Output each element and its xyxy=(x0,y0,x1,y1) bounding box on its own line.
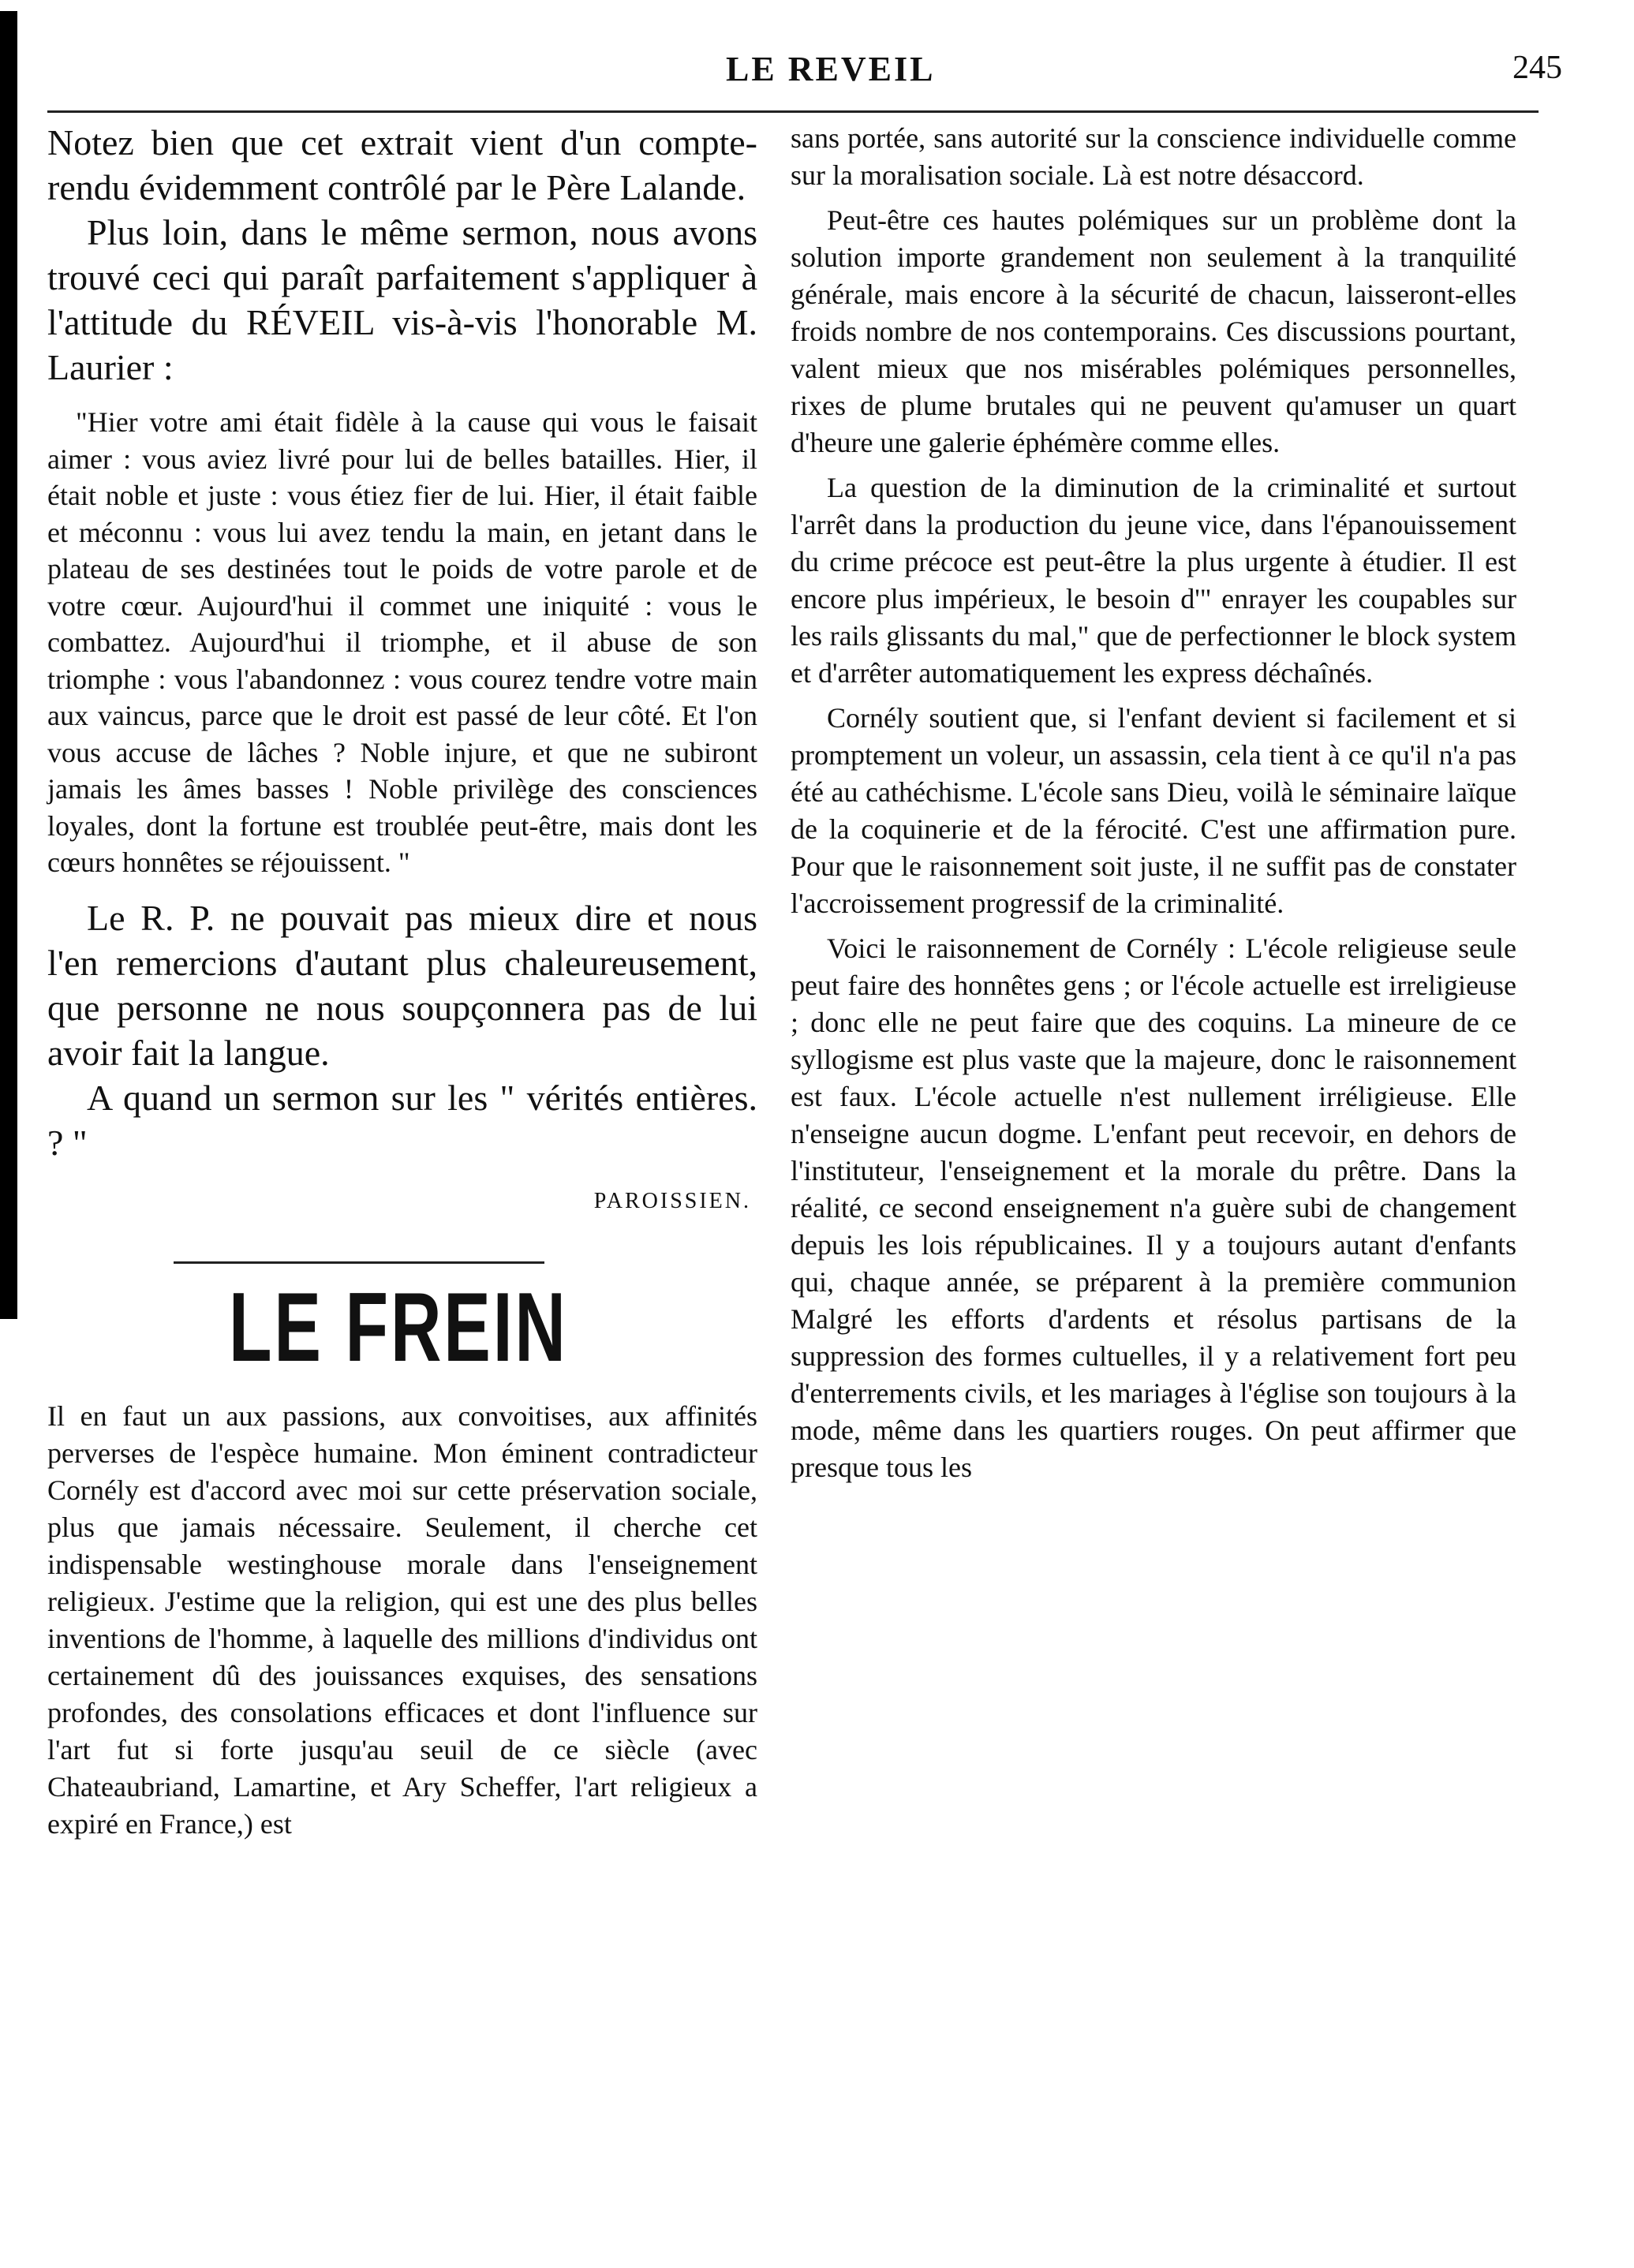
header-rule xyxy=(47,110,1539,113)
paragraph: Le R. P. ne pouvait pas mieux dire et nous l'en remercions d'autant plus chaleureusement, que personne ne nous soupçonnera pas de lui avoir fait la langue. xyxy=(47,897,757,1073)
paragraph: Voici le raisonnement de Cornély : L'école religieuse seule peut faire des honnêtes gens ; or l'école actuelle est irreligieuse ; donc elle ne peut faire que des coquins. La mineure de ce syllogisme est plus vaste que la majeure, donc le raisonnement est faux. L'école actuelle n'est nullement irréligieuse. Elle n'enseigne aucun dogme. L'enfant peut recevoir, en dehors de l'instituteur, l'enseignement et la morale du prêtre. Dans la réalité, ce second enseignement n'a guère subi de changement depuis les lois républicaines. Il y a toujours autant d'enfants qui, chaque année, se préparent à la première communion Malgré les efforts d'ardents et résolus partisans de la suppression des formes cultuelles, il y a relativement fort peu d'enterrements civils, et les mariages à l'église son toujours à la mode, même dans les quartiers rouges. On peut affirmer que presque tous les xyxy=(791,932,1516,1483)
paragraph: Peut-être ces hautes polémiques sur un problème dont la solution importe grandement non seulement à la tranquilité générale, mais encore à la sécurité de chacun, laisseront-elles froids nombre de nos contemporains. Ces discussions pourtant, valent mieux que nos misérables polémiques personnelles, rixes de plume brutales qui ne peuvent qu'amuser un quart d'heure une galerie éphémère comme elles. xyxy=(791,204,1516,458)
page-number: 245 xyxy=(1512,50,1562,86)
paragraph: sans portée, sans autorité sur la conscience individuelle comme sur la moralisation sociale. Là est notre désaccord. xyxy=(791,122,1516,191)
left-column xyxy=(47,120,757,1843)
sermon-quote: "Hier votre ami était fidèle à la cause qui vous le faisait aimer : vous aviez livré pour lui de belles batailles. Hier, il était noble et juste : vous étiez fier de lui. Hier, il était faible et méconnu : vous lui avez tendu la main, en jetant dans le plateau de ses destinées tout le poids de votre parole et de votre cœur. Aujourd'hui il commet une iniquité : vous le combattez. Aujourd'hui il triomphe, et il abuse de son triomphe : vous l'abandonnez : vous courez tendre votre main aux vaincus, parce que le droit est passé de leur côté. Et l'on vous accuse de lâches ? Noble injure, et que ne subiront jamais les âmes basses ! Noble privilège des consciences loyales, dont la fortune est troublée peut-être, mais dont les cœurs honnêtes se réjouissent. " xyxy=(47,406,757,878)
paragraph: La question de la diminution de la criminalité et surtout l'arrêt dans la production du jeune vice, dans l'épanouissement du crime précoce est peut-être la plus urgente à étudier. Il est encore plus impérieux, le besoin d'" enrayer les coupables sur les rails glissants du mal," que de perfectionner le block system et d'arrêter automatiquement les express déchaînés. xyxy=(791,472,1516,689)
paragraph: Notez bien que cet extrait vient d'un compte-rendu évidemment contrôlé par le Père Lalande. xyxy=(47,122,757,207)
paragraph: Cornély soutient que, si l'enfant devient si facilement et si promptement un voleur, un assassin, cela tient à ce qu'il n'a pas été au cathéchisme. L'école sans Dieu, voilà le séminaire laïque de la coquinerie et de la férocité. C'est une affirmation pure. Pour que le raisonnement soit juste, il ne suffit pas de constater l'accroissement progressif de la criminalité. xyxy=(791,702,1516,919)
right-column xyxy=(791,120,1516,1486)
section-title: LE FREIN xyxy=(229,1272,568,1382)
page-header xyxy=(47,49,1562,96)
running-title: LE REVEIL xyxy=(726,50,936,88)
section-rule xyxy=(174,1261,544,1264)
paragraph: Il en faut un aux passions, aux convoitises, aux affinités perverses de l'espèce humaine. Mon éminent contradicteur Cornély est d'accord avec moi sur cette préservation sociale, plus que jamais nécessaire. Seulement, il cherche cet indispensable westinghouse morale dans l'enseignement religieux. J'estime que la religion, qui est une des plus belles inventions de l'homme, à laquelle des millions d'individus ont certainement dû des jouissances exquises, des sensations profondes, des consolations efficaces et dont l'influence sur l'art fut si forte jusqu'au seuil de ce siècle (avec Chateaubriand, Lamartine, et Ary Scheffer, l'art religieux a expiré en France,) est xyxy=(47,1399,757,1840)
page-spine-bar xyxy=(0,11,17,1319)
signature: PAROISSIEN. xyxy=(593,1188,751,1213)
paragraph: A quand un sermon sur les " vérités entières. ? " xyxy=(47,1077,757,1163)
paragraph: Plus loin, dans le même sermon, nous avons trouvé ceci qui paraît parfaitement s'appliquer à l'attitude du RÉVEIL vis-à-vis l'honorable M. Laurier : xyxy=(47,212,757,387)
